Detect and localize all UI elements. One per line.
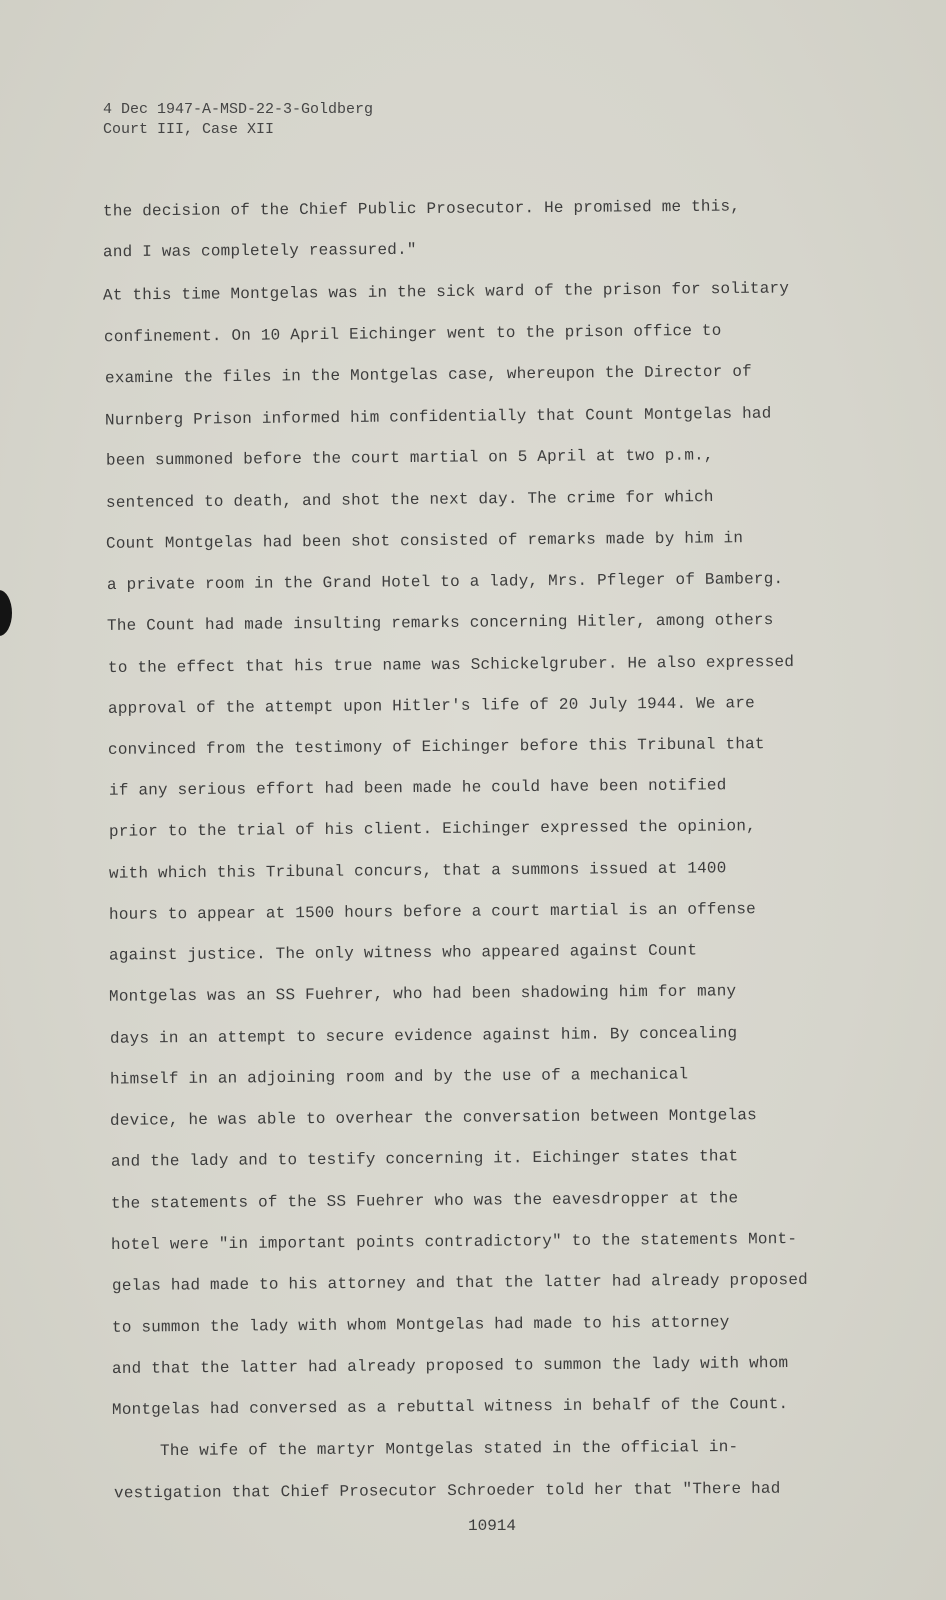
body-line: prior to the trial of his client. Eichinger expressed the opinion,	[108, 817, 756, 841]
body-line: the decision of the Chief Public Prosecutor. He promised me this,	[102, 197, 741, 221]
body-line: against justice. The only witness who appeared against Count	[108, 941, 698, 965]
body-line: device, he was able to overhear the conversation between Montgelas	[109, 1106, 757, 1130]
body-line: confinement. On 10 April Eichinger went to the prison office to	[103, 321, 722, 347]
body-line: to the effect that his true name was Schickelgruber. He also expressed	[107, 653, 795, 677]
body-line: Montgelas was an SS Fuehrer, who had been shadowing him for many	[108, 982, 737, 1006]
body-line: and that the latter had already proposed to summon the lady with whom	[111, 1354, 789, 1378]
document-header	[103, 100, 373, 140]
body-line: vestigation that Chief Prosecutor Schroeder told her that "There had	[113, 1479, 781, 1503]
body-line: hotel were "in important points contradictory" to the statements Mont-	[110, 1230, 798, 1254]
page-number: 10914	[468, 1517, 517, 1535]
body-line: if any serious effort had been made he could have been notified	[108, 776, 727, 800]
body-line: hours to appear at 1500 hours before a court martial is an offense	[108, 900, 756, 924]
body-line: Nurnberg Prison informed him confidentially that Count Montgelas had	[104, 404, 772, 430]
body-line: approval of the attempt upon Hitler's life of 20 July 1944. We are	[107, 694, 755, 718]
body-line: days in an attempt to secure evidence against him. By concealing	[109, 1024, 738, 1048]
body-line: sentenced to death, and shot the next day. The crime for which	[105, 488, 714, 512]
body-line: been summoned before the court martial on 5 April at two p.m.,	[105, 446, 714, 470]
body-line: convinced from the testimony of Eichinger before this Tribunal that	[107, 735, 765, 759]
body-line: examine the files in the Montgelas case, whereupon the Director of	[104, 362, 752, 388]
body-line: himself in an adjoining room and by the use of a mechanical	[109, 1065, 689, 1089]
body-line: a private room in the Grand Hotel to a lady, Mrs. Pfleger of Bamberg.	[106, 570, 784, 594]
body-line: gelas had made to his attorney and that the latter had already proposed	[111, 1270, 808, 1296]
body-line: The wife of the martyr Montgelas stated in the official in-	[159, 1437, 739, 1461]
body-line: the statements of the SS Fuehrer who was the eavesdropper at the	[110, 1189, 739, 1213]
body-line: Montgelas had conversed as a rebuttal witness in behalf of the Count.	[111, 1395, 789, 1419]
body-line: and I was completely reassured."	[102, 240, 417, 262]
body-line: and the lady and to testify concerning it. Eichinger states that	[110, 1147, 739, 1171]
header-reference: 4 Dec 1947-A-MSD-22-3-Goldberg	[103, 101, 374, 118]
punch-hole	[0, 590, 12, 636]
body-line: The Count had made insulting remarks concerning Hitler, among others	[106, 611, 774, 635]
body-line: Count Montgelas had been shot consisted of remarks made by him in	[105, 529, 744, 553]
header-court-case: Court III, Case XII	[103, 121, 275, 138]
body-line: At this time Montgelas was in the sick ward of the prison for solitary	[102, 279, 790, 305]
body-line: with which this Tribunal concurs, that a summons issued at 1400	[108, 859, 727, 883]
body-line: to summon the lady with whom Montgelas had made to his attorney	[111, 1313, 730, 1337]
